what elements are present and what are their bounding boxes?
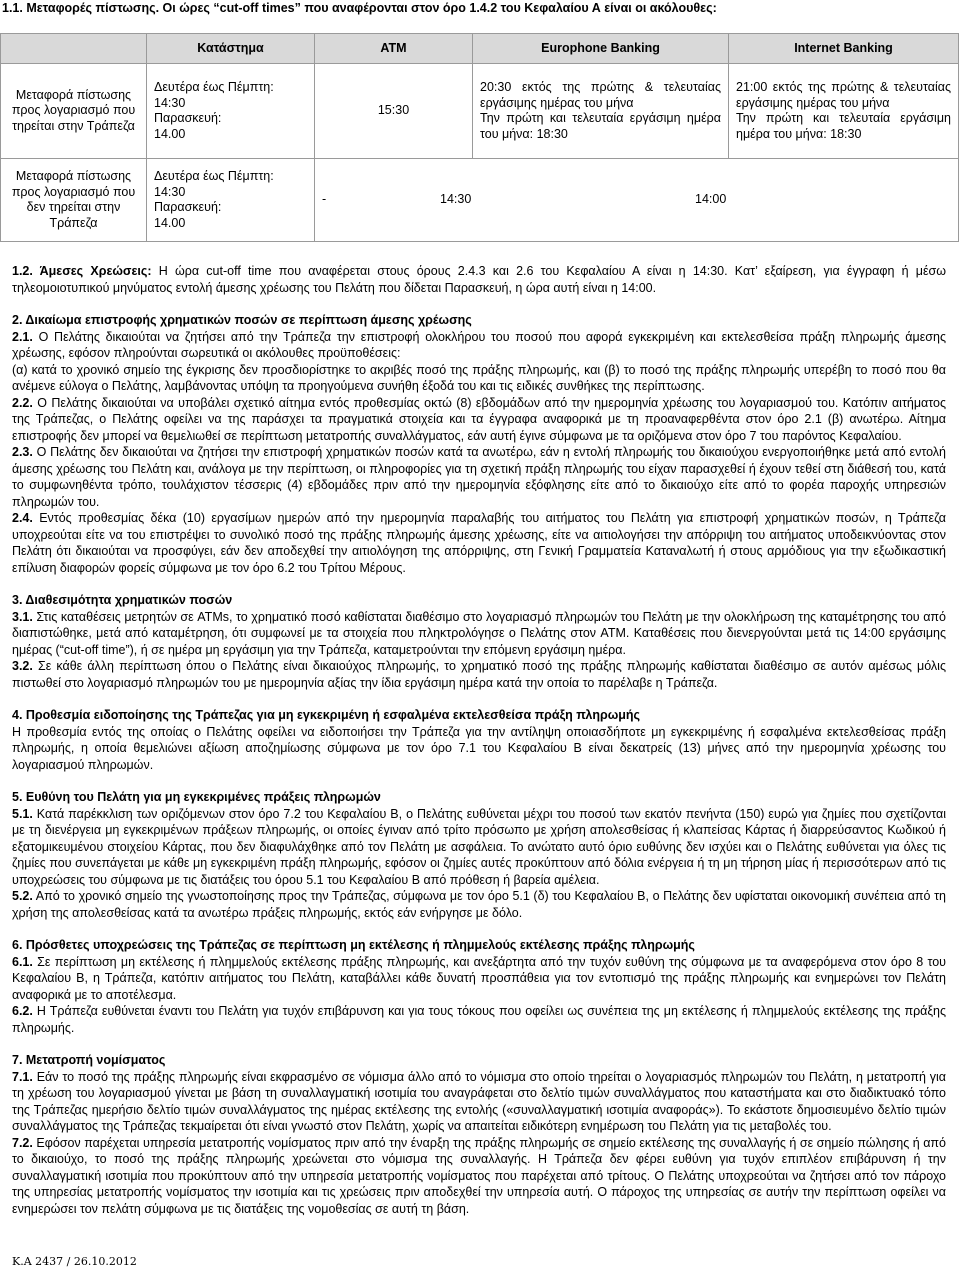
paragraph (12, 362, 946, 395)
table-header-cell: ATM (315, 34, 473, 64)
paragraph (12, 954, 946, 1004)
paragraph (12, 609, 946, 659)
paragraph-number: 2.3. (12, 445, 33, 459)
section-heading: 6. Πρόσθετες υποχρεώσεις της Τράπεζας σε περίπτωση μη εκτέλεσης ή πλημμελούς εκτέλεσης πράξης πληρωμής (12, 938, 695, 952)
paragraph (12, 1069, 946, 1135)
paragraph-number: 2.2. (12, 395, 33, 410)
table-row (1, 159, 959, 242)
paragraph (12, 806, 946, 889)
table-header-row (1, 34, 959, 64)
paragraph-text: (α) κατά το χρονικό σημείο της έγκρισης δεν προσδιορίστηκε το ακριβές ποσό της πράξης πληρωμής, και (β) το ποσό της πράξης πληρωμής υπερέβη το ποσό που θα ανέμενε εύλογα ο Πελάτης, λαμβάνοντας υπόψη τα προηγούμενα συνήθη έξοδά του και τις ειδικές συνθήκες της περίπτωσης. (12, 362, 946, 393)
branch-cell: Δευτέρα έως Πέμπτη: 14:30 Παρασκευή: 14.00 (147, 159, 315, 242)
section-heading: 3. Διαθεσιμότητα χρηματικών ποσών (12, 593, 233, 607)
internet-banking-cell: 21:00 εκτός της πρώτης & τελευταίας εργάσιμης ημέρας του μήνα Την πρώτη και τελευταία εργάσιμη ημέρα του μήνα: 18:30 (729, 64, 959, 159)
section-heading: 7. Μετατροπή νομίσματος (12, 1053, 166, 1067)
section-heading: 5. Ευθύνη του Πελάτη για μη εγκεκριμένες πράξεις πληρωμών (12, 790, 381, 804)
paragraph-number: 6.2. (12, 1004, 33, 1018)
paragraph-number: 7.2. (12, 1135, 33, 1150)
phone-banking-cell: 20:30 εκτός της πρώτης & τελευταίας εργάσιμης ημέρας του μήνα Την πρώτη και τελευταία εργάσιμη ημέρα του μήνα: 18:30 (473, 64, 729, 159)
paragraph-text: Εάν το ποσό της πράξης πληρωμής είναι εκφρασμένο σε νόμισμα άλλο από το νόμισμα στο οποίο τηρείται ο λογαριασμός πληρωμών του Πελάτη, η μετατροπή για τη χρέωση του λογαριασμού γίνεται με βάση τη συναλλαγματική ισοτιμία του αναγράφεται στο δελτίο τιμών συναλλάγματος που καταστήματα και στο διαδικτυακό τόπο της Τράπεζας ημερήσιο δελτίο τιμών συναλλάγματος της ημέρας εκτέλεσης της εντολής («συναλλαγματική ισοτιμία αναφοράς»). Το εκάστοτε δημοσιευμένο δελτίο τιμών συναλλάγματος της Τράπεζας τεκμαίρεται ότι είναι γνωστό στον Πελάτη, χωρίς να απαιτείται ειδικότερη ενημέρωση του Πελάτη για τις μεταβολές του. (12, 1069, 946, 1133)
paragraph-gap (12, 576, 946, 592)
paragraph (12, 658, 946, 691)
section-heading: 4. Προθεσμία ειδοποίησης της Τράπεζας για μη εγκεκριμένη ή εσφαλμένα εκτελεσθείσα πράξη πληρωμής (12, 708, 641, 722)
table-header-cell: Internet Banking (729, 34, 959, 64)
paragraph-text: Κατά παρέκκλιση των οριζόμενων στον όρο 7.2 του Κεφαλαίου Β, ο Πελάτης ευθύνεται μέχρι του ποσού των εκατόν πενήντα (150) ευρώ για ζημίες που σχετίζονται με τη διενέργεια μη εγκεκριμένων πράξεων πληρωμής, οι οποίες έγιναν από τρίτο πρόσωπο με χρήση απολεσθείσας ή κλαπείσας Κάρτας ή διαρρεύσαντος Κωδικού ή εξατομικευμένου στοιχείου Κάρτας, που δεν διαφυλάχθηκε από τον Πελάτη με ασφάλεια. Το ανώτατο αυτό όριο ευθύνης δεν ισχύει και ο Πελάτης ευθύνεται για όλες τις ζημίες που συνεπάγεται με κάθε μη εγκεκριμένη πράξη πληρωμής, εφόσον οι ζημίες αυτές προκύπτουν από δόλια ενέργεια ή τη μη τήρηση μίας ή περισσότερων από τις υποχρεώσεις του σύμφωνα με τις διατάξεις του όρου 5.1 του Κεφαλαίου Β από πρόθεση ή βαρεία αμέλεια. (12, 806, 946, 887)
paragraph-number: 7.1. (12, 1069, 33, 1084)
paragraph (12, 329, 946, 362)
paragraph-text: Σε περίπτωση μη εκτέλεσης ή πλημμελούς εκτέλεσης πράξης πληρωμής, και ανεξάρτητα από την τυχόν ευθύνη της σύμφωνα με τα αναφερόμενα στον όρο 8 του Κεφαλαίου Β, η Τράπεζα, κατόπιν αιτήματος του Πελάτη, καταβάλλει κάθε δυνατή προσπάθεια για τον εντοπισμό της πράξης πληρωμής και ενημερώνει τον Πελάτη αναφορικά με το αποτέλεσμα. (12, 954, 946, 1002)
paragraph-gap (12, 296, 946, 312)
table-header-cell: Κατάστημα (147, 34, 315, 64)
paragraph (12, 444, 946, 510)
paragraph-gap (12, 1036, 946, 1052)
paragraph-number: 3.1. (12, 609, 33, 624)
paragraph-gap (12, 921, 946, 937)
paragraph-gap (12, 773, 946, 789)
paragraph (12, 724, 946, 774)
paragraph-text: Σε κάθε άλλη περίπτωση όπου ο Πελάτης είναι δικαιούχος πληρωμής, το χρηματικό ποσό της πράξης πληρωμής καθίσταται διαθέσιμο σε αυτόν αμέσως μόλις πιστωθεί στο λογαριασμό πληρωμών του με ημερομηνία αξίας την ίδια εργάσιμη ημέρα κατά την οποία το παρέλαβε η Τράπεζα. (12, 659, 946, 690)
other-channels-cell (315, 159, 959, 242)
row-label: Μεταφορά πίστωσης προς λογαριασμό που τηρείται στην Τράπεζα (1, 64, 147, 159)
paragraph-text: Ο Πελάτης δικαιούται να ζητήσει από την Τράπεζα την επιστροφή ολοκλήρου του ποσού που αφορά εγκεκριμένη και εκτελεσθείσα πράξη πληρωμής άμεσης χρέωσης, εφόσον πληρούνται σωρευτικά οι ακόλουθες προϋποθέσεις: (12, 329, 946, 360)
paragraph (12, 510, 946, 576)
paragraph-number: 2.4. (12, 511, 33, 525)
atm-value: - (322, 192, 327, 207)
paragraph-gap (12, 691, 946, 707)
paragraph-text: Στις καταθέσεις μετρητών σε ATMs, το χρηματικό ποσό καθίσταται διαθέσιμο στο λογαριασμό πληρωμών του Πελάτη με την ολοκλήρωση της καταμέτρησης του από διαπιστώθηκε, μετά από καταμέτρηση, ότι συμφωνεί με τα στοιχεία που πληκτρολόγησε ο Πελάτης στον ATM. Καταθέσεις που διενεργούνται μετά τις 14:00 εργάσιμης ημέρας (“cut-off time”), ή σε ημέρα μη εργάσιμη για την Τράπεζα, καταμετρούνται την επόμενη εργάσιμη ημέρα. (12, 609, 946, 657)
paragraph-text: Από το χρονικό σημείο της γνωστοποίησης προς την Τράπεζας, σύμφωνα με τον όρο 5.1 (δ) του Κεφαλαίου Β, ο Πελάτης δεν υφίσταται οικονομική συνέπεια από τη χρήση της απολεσθείσας κατά τα ανωτέρω πράξεις πληρωμής, εκτός εάν ενήργησε με δόλο. (12, 889, 946, 920)
paragraph-number: 6.1. (12, 954, 33, 969)
paragraph (12, 263, 946, 296)
cutoff-times-table (0, 33, 959, 242)
table-row (1, 64, 959, 159)
document-footer: Κ.Α 2437 / 26.10.2012 (12, 1255, 137, 1268)
paragraph-number: 5.1. (12, 806, 33, 821)
paragraph (12, 1135, 946, 1218)
paragraph-text: Εφόσον παρέχεται υπηρεσία μετατροπής νομίσματος πριν από την έναρξη της πράξης πληρωμής σε σημείο εκτέλεσης της συναλλαγής ή σε σημείο πώλησης ή από το δικαιούχο, το ποσό της πράξης πληρωμής χρεώνεται στο νόμισμα της συναλλαγής. Η Τράπεζα δεν φέρει ευθύνη για τυχόν επιπλέον επιβάρυνση ή την συναλλαγματική ισοτιμία που προκύπτουν από την υπηρεσία μετατροπής νομίσματος που παρέχεται από τρίτους. Ο Πελάτης υποχρεούται να ζητήσει από τον πάροχο της υπηρεσίας μετατροπής νομίσματος την ισοτιμία και τις χρεώσεις πριν αποδεχθεί την υπηρεσία αυτή. Ο πάροχος της υπηρεσίας σε αυτήν την περίπτωση οφείλει να ενημερώσει τον πελάτη σύμφωνα με τις διατάξεις της νομοθεσίας σε αυτή τη βάση. (12, 1135, 946, 1216)
paragraph (12, 888, 946, 921)
paragraph (12, 395, 946, 445)
branch-cell: Δευτέρα έως Πέμπτη: 14:30 Παρασκευή: 14.00 (147, 64, 315, 159)
paragraph-number: 1.2. Άμεσες Χρεώσεις: (12, 264, 152, 278)
paragraph-text: Η Τράπεζα ευθύνεται έναντι του Πελάτη για τυχόν επιβάρυνση και για τους τόκους που οφείλει ως συνέπεια της μη εκτέλεσης ή πλημμελούς εκτέλεσης της πράξης πληρωμής. (12, 1004, 946, 1035)
paragraph-text: Ο Πελάτης δεν δικαιούται να ζητήσει την επιστροφή χρηματικών ποσών κατά τα ανωτέρω, εάν η εντολή πληρωμής του δικαιούχου ενεργοποιήθηκε μετά από εντολή άμεσης χρέωσης του Πελάτη και, ανάλογα με την περίπτωση, οι πληροφορίες για τη σχετική πράξη πληρωμής του είχαν παρασχεθεί ή έχουν τεθεί στη διάθεσή του, κατά το συμφωνηθέντα τρόπο, τουλάχιστον τέσσερις (4) εβδομάδες πριν από την ημερομηνία εξόφλησης είτε από το δικαιούχο είτε από το φορέα παροχής υπηρεσιών πληρωμών του. (12, 445, 946, 509)
table-header-cell: Europhone Banking (473, 34, 729, 64)
intro-heading: 1.1. Μεταφορές πίστωσης. Οι ώρες “cut-off times” που αναφέρονται στον όρο 1.4.2 του Κεφαλαίου Α είναι οι ακόλουθες: (2, 1, 717, 15)
row-label: Μεταφορά πίστωσης προς λογαριασμό που δεν τηρείται στην Τράπεζα (1, 159, 147, 242)
paragraph-number: 2.1. (12, 329, 33, 344)
atm-cell: 15:30 (315, 64, 473, 159)
paragraph-text: Η ώρα cut-off time που αναφέρεται στους όρους 2.4.3 και 2.6 του Κεφαλαίου Α είναι η 14:30. Κατ’ εξαίρεση, για έγγραφη ή μέσω τηλεομοιοτυπικού μηνύματος εντολή άμεσης χρέωσης του Πελάτη που δίδεται Παρασκευή, η ώρα αυτή είναι η 14:00. (12, 264, 946, 295)
section-heading: 2. Δικαίωμα επιστροφής χρηματικών ποσών σε περίπτωση άμεσης χρέωσης (12, 313, 472, 327)
paragraph-text: Εντός προθεσμίας δέκα (10) εργασίμων ημερών από την ημερομηνία παραλαβής του αιτήματος του Πελάτη για επιστροφή χρηματικών ποσών, η Τράπεζα υποχρεούται είτε να του επιστρέψει το συνολικό ποσό της πράξης πληρωμής άμεσης χρέωσης, είτε να αιτιολογήσει την απόρριψη του αιτήματος υποδεικνύοντας στον Πελάτη ότι δικαιούται να προσφύγει, εάν δεν αποδεχθεί την αιτιολόγηση της απόρριψης, στη Γενική Γραμματεία Καταναλωτή ή στους αρμόδιους για την εξωδικαστική επίλυση διαφορών φορείς σύμφωνα με τον όρο 6.2 του Τρίτου Μέρους. (12, 511, 946, 575)
paragraph-number: 5.2. (12, 889, 33, 903)
document-body (12, 263, 946, 1217)
table-header-cell (1, 34, 147, 64)
phone-banking-value: 14:30 (440, 192, 472, 207)
internet-banking-value: 14:00 (695, 192, 727, 207)
paragraph-number: 3.2. (12, 659, 33, 673)
paragraph-text: Ο Πελάτης δικαιούται να υποβάλει σχετικό αίτημα εντός προθεσμίας οκτώ (8) εβδομάδων από την ημερομηνία χρέωσης του λογαριασμού του. Κατόπιν αιτήματος της Τράπεζας, ο Πελάτης οφείλει να της παράσχει τα πραγματικά στοιχεία και τα έγγραφα αναφορικά με τη προαναφερθέντα στον όρο 2.1 (β) ανωτέρω. Αίτημα επιστροφής δεν μπορεί να θεμελιωθεί σε περίπτωση μετατροπής συναλλάγματος, εάν αυτή έγινε σύμφωνα με τα οριζόμενα στον όρο 7 του παρόντος Κεφαλαίου. (12, 395, 946, 443)
paragraph-text: Η προθεσμία εντός της οποίας ο Πελάτης οφείλει να ειδοποιήσει την Τράπεζα για την αντίληψη οποιασδήποτε μη εγκεκριμένης ή εσφαλμένα εκτελεσθείσας πράξη πληρωμής, η οποία θεμελιώνει αξίωση αποζημίωσης σύμφωνα με τον όρο 7.1 του Κεφαλαίου Β είναι δεκατρείς (13) μήνες από την ημερομηνία χρέωσης του λογαριασμού πληρωμών. (12, 724, 946, 772)
paragraph (12, 1003, 946, 1036)
